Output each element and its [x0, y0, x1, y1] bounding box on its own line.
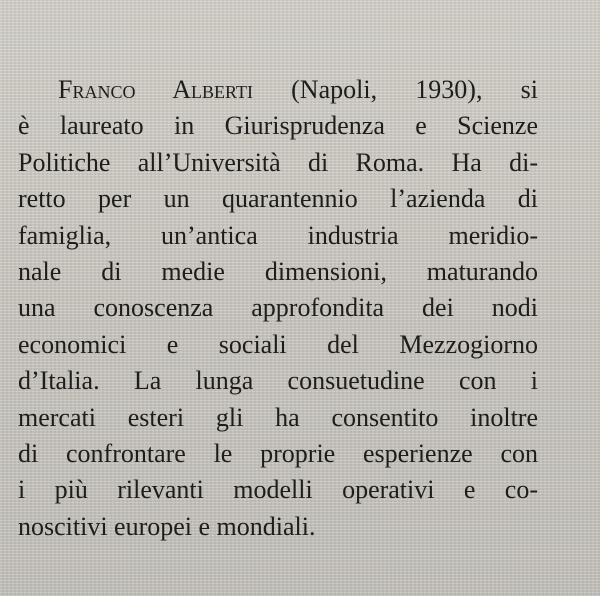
bio-line-1: [18, 72, 538, 108]
bio-line-13: noscitivi europei e mondiali.: [18, 511, 316, 541]
bio-line-1-text: (Napoli, 1930), si: [252, 75, 538, 104]
bio-line-2: è laureato in Giurisprudenza e Scienze: [18, 111, 538, 141]
bio-line-8: economici e sociali del Mezzogiorno: [18, 329, 538, 359]
bio-line-9: d’Italia. La lunga consuetudine con i: [18, 366, 538, 396]
bio-line-12: i più rilevanti modelli operativi e co-: [18, 475, 538, 505]
bio-line-3: Politiche all’Università di Roma. Ha di-: [18, 147, 538, 177]
author-name: Franco Alberti: [58, 75, 253, 104]
bio-line-11: di confrontare le proprie esperienze con: [18, 438, 538, 468]
bio-line-5: famiglia, un’antica industria meridio-: [18, 220, 538, 250]
bio-line-10: mercati esteri gli ha consentito inoltre: [18, 402, 538, 432]
bio-line-4: retto per un quarantennio l’azienda di: [18, 184, 538, 214]
author-bio-paragraph: [18, 72, 538, 545]
bio-line-7: una conoscenza approfondita dei nodi: [18, 293, 538, 323]
bio-line-6: nale di medie dimensioni, maturando: [18, 256, 538, 286]
